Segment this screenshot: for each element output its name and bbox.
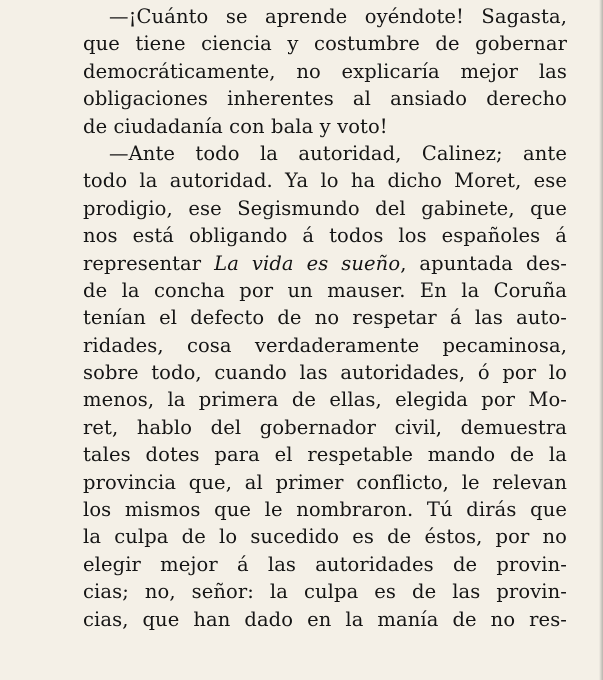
text-line: los mismos que le nombraron. Tú dirás que bbox=[83, 498, 567, 522]
text-line: cias; no, señor: la culpa es de las provin- bbox=[83, 580, 567, 604]
text-line: de la concha por un mauser. En la Coruña bbox=[83, 278, 567, 302]
text-line: todo la autoridad. Ya lo ha dicho Moret, ese bbox=[83, 169, 567, 193]
text-line: sobre todo, cuando las autoridades, ó por lo bbox=[83, 361, 567, 385]
text-segment: , apuntada des- bbox=[400, 251, 567, 275]
text-line: de ciudadanía con bala y voto! bbox=[83, 114, 388, 138]
text-line: cias, que han dado en la manía de no res- bbox=[83, 607, 567, 631]
text-line: que tiene ciencia y costumbre de gobernar bbox=[83, 32, 567, 56]
text-line: prodigio, ese Segismundo del gabinete, que bbox=[83, 196, 567, 220]
text-line: obligaciones inherentes al ansiado derecho bbox=[83, 87, 567, 111]
text-line: elegir mejor á las autoridades de provin- bbox=[83, 552, 567, 576]
text-line: democráticamente, no explicaría mejor las bbox=[83, 59, 567, 83]
text-line: provincia que, al primer conflicto, le relevan bbox=[83, 470, 567, 494]
text-line bbox=[83, 250, 567, 277]
text-line: tenían el defecto de no respetar á las auto- bbox=[83, 306, 567, 330]
text-line: la culpa de lo sucedido es de éstos, por no bbox=[83, 525, 567, 549]
page-edge-shadow bbox=[599, 0, 603, 680]
text-line: —Ante todo la autoridad, Calinez; ante bbox=[109, 141, 567, 165]
text-segment: representar bbox=[83, 251, 215, 275]
text-line: —¡Cuánto se aprende oyéndote! Sagasta, bbox=[109, 5, 567, 28]
body-text bbox=[83, 3, 567, 633]
italic-title: La vida es sueño bbox=[214, 251, 401, 275]
text-line: menos, la primera de ellas, elegida por Mo- bbox=[83, 388, 567, 412]
text-line: ridades, cosa verdaderamente pecaminosa, bbox=[83, 333, 567, 357]
text-line: ret, hablo del gobernador civil, demuestra bbox=[83, 415, 567, 439]
text-line: nos está obligando á todos los españoles á bbox=[83, 224, 567, 248]
text-line: tales dotes para el respetable mando de la bbox=[83, 443, 567, 467]
